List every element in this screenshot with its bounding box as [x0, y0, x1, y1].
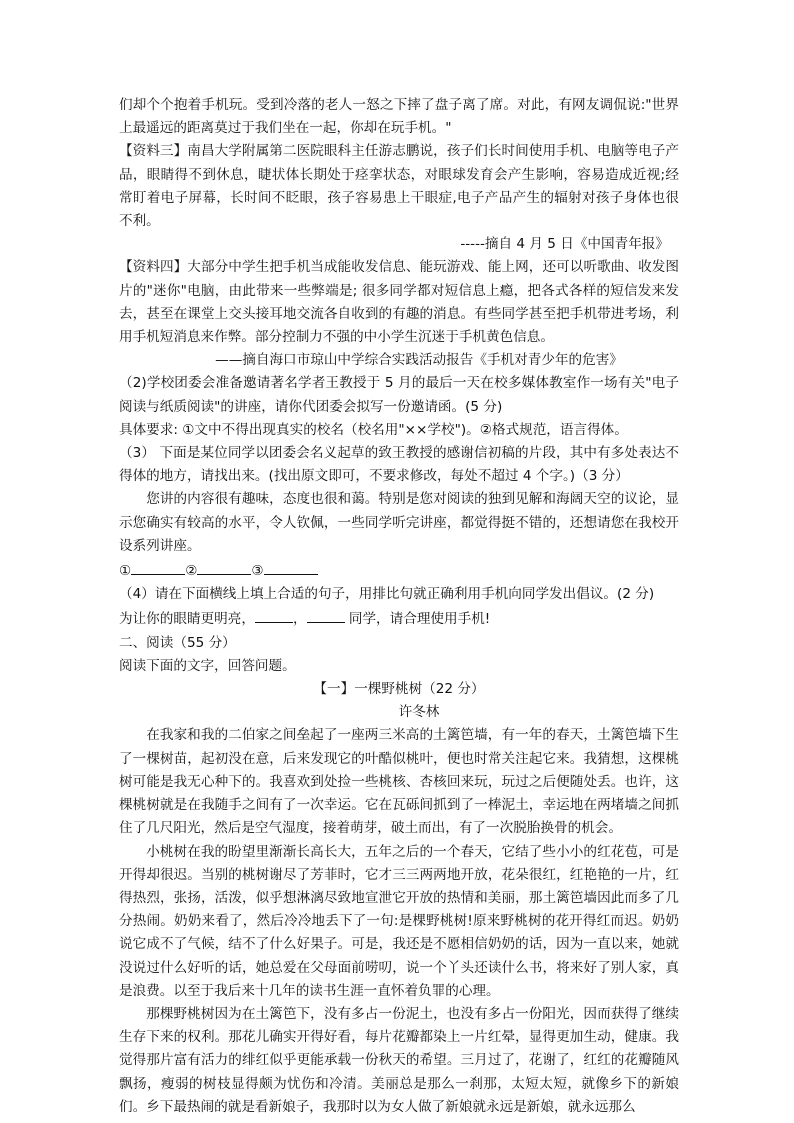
material-four: 【资料四】大部分中学生把手机当成能收发信息、能玩游戏、能上网，还可以听歌曲、收发图片的"迷你"电脑，由此带来一些弊端是; 很多同学都对短信息上瘾，把各式各样的短信发来发去，甚至在课堂上交头接耳地交流各自收到的有趣的消息。有些同学甚至把手机带进考场，利用手机短消息来作弊。部分控制力不强的中小学生沉迷于手机黄色信息。 [119, 259, 679, 346]
section-two-heading: 二、阅读（55 分） [119, 634, 236, 651]
fill-blank-2[interactable] [307, 606, 345, 623]
fill-line-suffix: 同学，请合理使用手机! [344, 611, 491, 628]
fill-line-separator: ， [292, 611, 307, 628]
fill-line-prefix: 为让你的眼睛更明亮， [119, 611, 255, 628]
fill-blank-1[interactable] [255, 606, 293, 623]
story-paragraph-2: 小桃树在我的盼望里渐渐长高长大，五年之后的一个春天，它结了些小小的红花苞，可是开得却很迟。当别的桃树谢尽了芳菲时，它才三三两两地开放，花朵很红，红艳艳的一片，红得热烈，张扬，活泼，似乎想淋漓尽致地宣泄它开放的热情和美丽，那土篱笆墙因此而多了几分热闹。奶奶来看了，然后冷冷地丢下了一句:是棵野桃树!原来野桃树的花开得红而迟。奶奶说它成不了气候，结不了什么好果子。可是，我还是不愿相信奶奶的话，因为一直以来，她就没说过什么好听的话，她总爱在父母面前唠叨，说一个丫头还读什么书，将来好了别人家，真是浪费。以至于我后来十几年的读书生涯一直怀着负罪的心理。 [119, 843, 679, 999]
material-three: 【资料三】南昌大学附属第二医院眼科主任游志鹏说，孩子们长时间使用手机、电脑等电子产品，眼睛得不到休息，睫状体长期处于痉挛状态，对眼球发育会产生影响，容易造成近视;经常盯着电子屏幕，长时间不眨眼，孩子容易患上干眼症,电子产品产生的辐射对孩子身体也很不利。 [119, 143, 679, 230]
question-3-answer-line [119, 558, 679, 583]
document-page [119, 94, 679, 1119]
answer-blank-2[interactable] [197, 558, 251, 575]
question-4: （4）请在下面横线上填上合适的句子，用排比句就正确利用手机向同学发出倡议。(2 分) [119, 586, 655, 603]
question-3: （3） 下面是某位同学以团委会名义起草的致王教授的感谢信初稿的片段，其中有多处表达不得体的地方，请找出来。(找出原文即可，不要求修改，每处不超过 4 个字。)（3 分） [119, 445, 679, 485]
question-3-letter-text: 您讲的内容很有趣味，态度也很和蔼。特别是您对阅读的独到见解和海阔天空的议论，显示您确实有较高的水平，令人钦佩，一些同学听完讲座，都觉得挺不错的，还想请您在我校开设系列讲座。 [119, 491, 679, 554]
answer-mark-2: ② [185, 563, 198, 580]
question-4-fill-line [119, 606, 679, 631]
question-2-requirements: 具体要求: ①文中不得出现真实的校名（校名用"××学校")。②格式规范，语言得体。 [119, 421, 628, 438]
question-2: （2)学校团委会准备邀请著名学者王教授于 5 月的最后一天在校多媒体教室作一场有关"电子阅读与纸质阅读"的讲座，请你代团委会拟写一份邀请函。(5 分) [119, 375, 679, 415]
answer-mark-1: ① [119, 563, 132, 580]
story-paragraph-1: 在我家和我的二伯家之间垒起了一座两三米高的土篱笆墙，有一年的春天，土篱笆墙下生了一棵树苗，起初没在意，后来发现它的叶酷似桃叶，便也时常关注起它来。我猜想，这棵桃树可能是我无心种下的。我喜欢到处捡一些桃核、杏核回来玩，玩过之后便随处丢。也许，这棵桃树就是在我随手之间有了一次幸运。它在瓦砾间抓到了一棒泥土，幸运地在两堵墙之间抓住了几尺阳光，然后是空气湿度，接着萌芽，破土而出，有了一次脱胎换骨的机会。 [119, 727, 679, 837]
story-paragraph-3: 那棵野桃树因为在土篱笆下，没有多占一份泥土，也没有多占一份阳光，因而获得了继续生存下来的权利。那花儿确实开得好看，每片花瓣都染上一片红晕，显得更加生动，健康。我觉得那片富有活力的绯红似乎更能承载一份秋天的希望。三月过了，花谢了，红红的花瓣随风飘扬，瘦弱的树枝显得颇为忧伤和冷清。美丽总是那么一刹那，太短太短，就像乡下的新娘们。乡下最热闹的就是看新娘子，我那时以为女人做了新娘就永远是新娘，就永远那么 [119, 1005, 679, 1115]
paragraph-continued: 们却个个抱着手机玩。受到冷落的老人一怒之下摔了盘子离了席。对此，有网友调侃说:"世界上最遥远的距离莫过于我们坐在一起，你却在玩手机。" [119, 97, 679, 137]
story-author: 许冬林 [398, 704, 440, 721]
material-three-source: -----摘自 4 月 5 日《中国青年报》 [460, 236, 669, 253]
material-four-source: ——摘自海口市琼山中学综合实践活动报告《手机对青少年的危害》 [215, 352, 623, 369]
section-two-intro: 阅读下面的文字，回答问题。 [119, 657, 296, 674]
answer-mark-3: ③ [251, 563, 264, 580]
story-title: 【一】一棵野桃树（22 分） [313, 681, 485, 698]
answer-blank-1[interactable] [131, 558, 185, 575]
answer-blank-3[interactable] [264, 558, 318, 575]
